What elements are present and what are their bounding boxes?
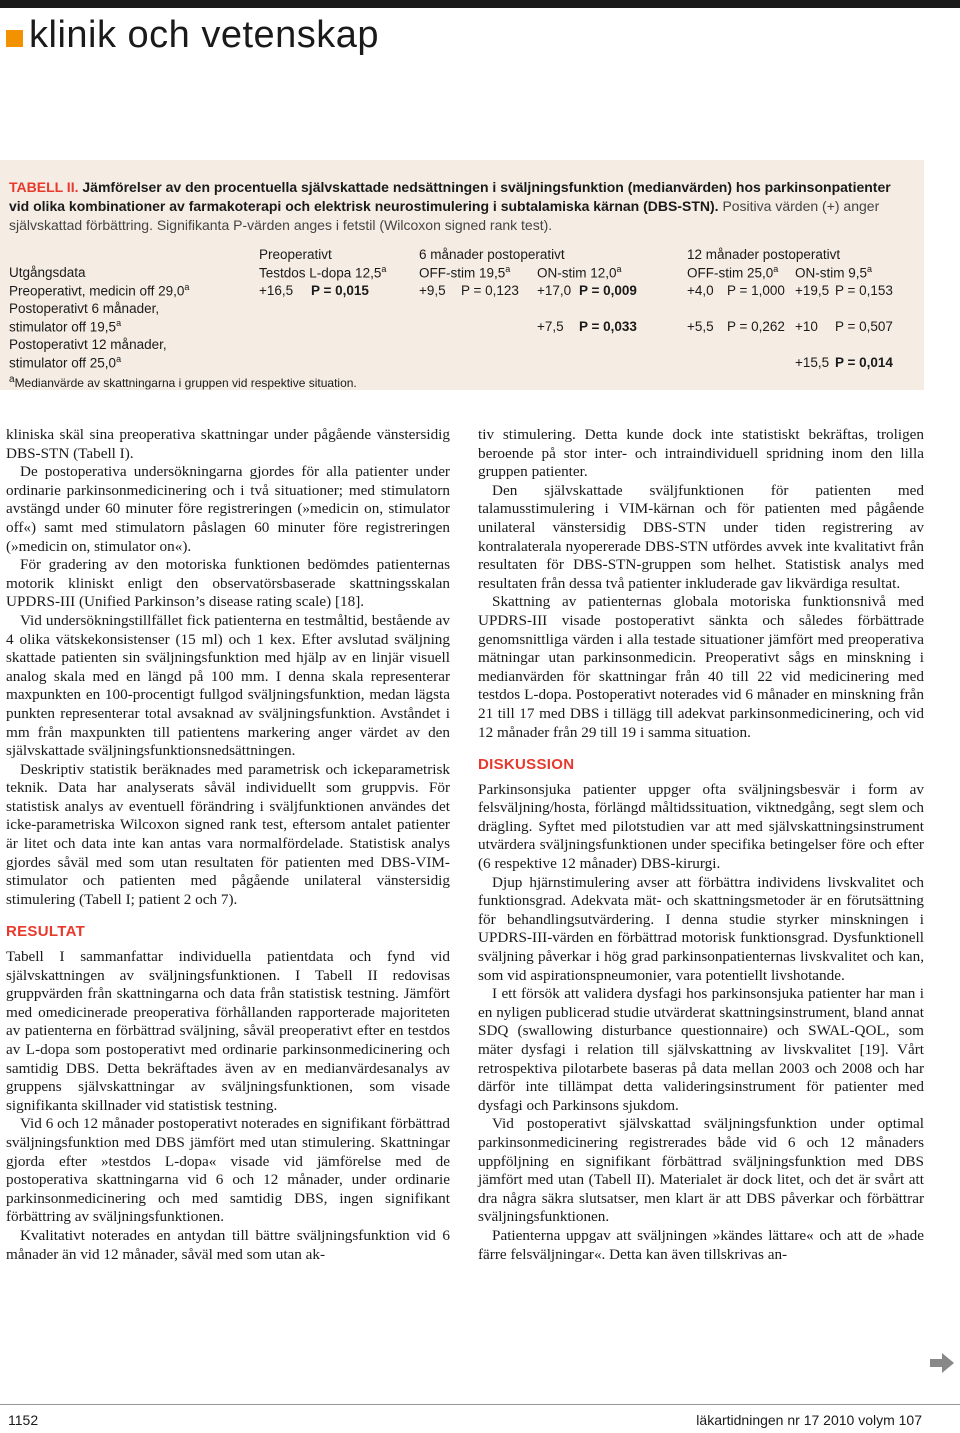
section-title: klinik och vetenskap [29, 13, 380, 56]
cell-p: P = 0,009 [579, 283, 637, 298]
cell-p: P = 0,014 [835, 355, 893, 370]
paragraph: I ett försök att validera dysfagi hos parkinsonsjuka patienter har man i en nyligen publicerad studie utvärderat skattningsinstrument, bland annat SDQ (swallowing disturbance questionnaire) och SWAL-QOL, som mäter dysfagi i relation till självskattning av livskvalitet [19]. Vårt retrospektiva pilotarbete baseras på data mellan 2003 och 2008 och har därför inte tillämpat detta valideringsinstrument för patienter med dysfagi och Parkinsons sjukdom. [478, 985, 924, 1114]
cell-value: +16,5 [259, 283, 294, 298]
left-column [6, 426, 450, 1264]
cell-p: P = 0,262 [727, 319, 785, 334]
heading-resultat: RESULTAT [6, 923, 86, 941]
caption-normal: Positiva värden (+) anger självskattad förbättring. Signifikanta P-värden anges i fetstil (Wilcoxon signed rank test). [9, 198, 880, 233]
cell-value: +17,0 [537, 283, 572, 298]
table-footnote: $^a$Medianvärde av skattningarna i gruppen vid respektive situation. [9, 374, 357, 390]
footer-rule [0, 1404, 960, 1405]
paragraph: Deskriptiv statistik beräknades med parametrisk och ickeparametrisk teknik. Data har analyserats såväl individuellt som gruppvis. För statistisk analys av eventuell förändring i sväljfunktionen användes det icke-parametriska Wilcoxon signed rank test, eftersom antalet patienter är litet och data inte kan antas vara normalfördelade. Statistisk analys gjordes såväl med som utan resultaten för patienten med DBS-VIM-stimulator och patienten med pågående unilateral vänstersidig stimulering (Tabell I; patient 2 och 7). [6, 760, 450, 908]
row-label: Postoperativt 12 månader, [9, 337, 167, 352]
paragraph: Vid 6 och 12 månader postoperativt noterades en signifikant förbättrad sväljningsfunktion med DBS jämfört med utan stimulering. Skattningar gjorda efter »testdos L-dopa« visade vid jämförelse med de postoperativa skattningarna vid 6 och 12 månader, under ordinarie parkinsonmedicinering och med samtidig DBS, ingen signifikant förbättring av sväljningsfunktionen. [6, 1115, 450, 1226]
paragraph: Skattning av patienternas globala motoriska funktionsnivå med UPDRS-III visade postoperativt sänkta och således förbättrade genomsnittliga värden i alla testade situationer jämfört med preoperativa mätningar utan parkinsonmedicin. Preoperativt sågs en minskning i medianvärden för skattningar från 40 till 22 vid medicinering med testdos L-dopa. Postoperativt noterades vid 6 månader en minskning från 21 till 17 med DBS i tillägg till adekvat parkinsonmedicinering, och vid 12 månader från 29 till 19 i samma situation. [478, 593, 924, 741]
row-label: Preoperativt, medicin off 29,0$^a$ [9, 281, 190, 298]
col-head-6m-off: OFF-stim 19,5$^a$ [419, 263, 511, 280]
cell-value: +19,5 [795, 283, 830, 298]
cell-value: +10 [795, 319, 818, 334]
table-row [9, 298, 915, 316]
row-label: stimulator off 19,5$^a$ [9, 317, 122, 334]
cell-p: P = 1,000 [727, 283, 785, 298]
cell-value: +9,5 [419, 283, 446, 298]
right-column [478, 426, 924, 1264]
cell-value: +15,5 [795, 355, 830, 370]
group-preop: Preoperativt [259, 247, 332, 262]
cell-value: +7,5 [537, 319, 564, 334]
cell-p: P = 0,507 [835, 319, 893, 334]
top-bar [0, 0, 960, 8]
paragraph: Kvalitativt noterades en antydan till bättre sväljningsfunktion vid 6 månader än vid 12 månader, såväl med som utan ak- [6, 1226, 450, 1263]
section-header [0, 12, 379, 58]
row-label: stimulator off 25,0$^a$ [9, 353, 122, 370]
cell-p: P = 0,153 [835, 283, 893, 298]
cell-p: P = 0,123 [461, 283, 519, 298]
heading-diskussion: DISKUSSION [478, 756, 575, 774]
column-header-row [9, 262, 915, 280]
page-number: 1152 [8, 1412, 39, 1428]
paragraph: De postoperativa undersökningarna gjordes för alla patienter under ordinarie parkinsonmedicinering och i två situationer; med stimulatorn avstängd under 60 minuter före registreringen (»medicin on, stimulator off«) samt med stimulatorn påslagen 60 minuter före registreringen (»medicin on, stimulator on«). [6, 463, 450, 555]
cell-p: P = 0,033 [579, 319, 637, 334]
paragraph: tiv stimulering. Detta kunde dock inte statistiskt bekräftas, troligen beroende på stor inter- och intraindividuell spridning inom den lilla gruppen patienter. [478, 426, 924, 481]
data-table [9, 244, 915, 370]
group-6m: 6 månader postoperativt [419, 247, 565, 262]
paragraph: Vid postoperativt självskattad sväljningsfunktion under optimal parkinsonmedicinering registrerades både vid 6 och 12 månaders uppföljning en signifikant förbättrad sväljningsfunktion med DBS jämfört med utan (Tabell II). Materialet är dock litet, och det är svårt att dra några säkra slutsatser, men klart är att DBS påverkar och förbättrar sväljningsfunktionen. [478, 1115, 924, 1226]
col-head-12m-off: OFF-stim 25,0$^a$ [687, 263, 779, 280]
table-row [9, 280, 915, 298]
paragraph: Tabell I sammanfattar individuella patientdata och fynd vid självskattningen av sväljningsfunktionen. I Tabell II redovisas gruppvärden från skattningarna och data från statistisk testning. Jämfört med omedicinerade preoperativa förhållanden rapporterade majoriteten av patienterna en förbättrad sväljning, såväl preoperativt efter en testdos av L-dopa som postoperativt med ordinarie parkinsonmedicinering och samtidig DBS. Detta bekräftades även av en medianvärdesanalys av gruppens självskattningar av sväljningsfunktionen, som visade signifikanta skillnader vid statistisk testning. [6, 948, 450, 1114]
table-row [9, 352, 915, 370]
row-label: Postoperativt 6 månader, [9, 301, 160, 316]
paragraph: Parkinsonsjuka patienter uppger ofta sväljningsbesvär i form av felsväljning/hosta, förlängd måltidssituation, viktnedgång, segt slem och drägling. Syftet med pilotstudien var att med självskattningsinstrument utvärdera sväljningsfunktionen under specifika betingelser före och efter (6 respektive 12 månader) DBS-kirurgi. [478, 780, 924, 873]
journal-name: läkartidningen nr 17 2010 volym 107 [696, 1412, 922, 1428]
paragraph: kliniska skäl sina preoperativa skattningar under pågående vänstersidig DBS-STN (Tabell I). [6, 426, 450, 462]
continue-arrow-icon [930, 1352, 954, 1374]
table-caption [9, 178, 914, 235]
col-head-12m-on: ON-stim 9,5$^a$ [795, 263, 873, 280]
group-12m: 12 månader postoperativt [687, 247, 841, 262]
cell-p: P = 0,015 [311, 283, 369, 298]
paragraph: Den självskattade sväljfunktionen för patienten med talamusstimulering i VIM-kärnan och för patienten med pågående unilateral vänstersidig DBS-STN under tiden registrering av kontralaterala nyopererade DBS-STN utfördes avvek inte kvalitativt från resultaten för DBS-STN-gruppen som helhet. Statistisk analys med resultaten från dessa två patienter inkluderade gav likvärdiga resultat. [478, 481, 924, 592]
paragraph: Patienterna uppgav att sväljningen »kändes lättare« och att de »hade färre felsväljningar«. Detta kan även tillskrivas an- [478, 1226, 924, 1263]
row-label-header: Utgångsdata [9, 265, 86, 280]
paragraph: Djup hjärnstimulering avser att förbättra individens livskvalitet och funktionsgrad. Adekvata mät- och skattningsmetoder är en förutsättning för behandlingsutvärdering. I denna studie styrker minskningen i UPDRS-III-värden en förbättrad motorisk funktionsgrad. Dysfunktionell sväljning påverkar i hög grad parkinsonpatienternas livskvalitet och kan, som vid aspirationspneumonier, vara potentiellt livshotande. [478, 873, 924, 984]
caption-bold: Jämförelser av den procentuella självskattade nedsättningen i sväljningsfunktion (medianvärden) hos parkinsonpatienter vid olika kombinationer av farmakoterapi och elektrisk neurostimulering i subtalamiska kärnan (DBS-STN). [9, 179, 891, 214]
table-row [9, 334, 915, 352]
col-head-6m-on: ON-stim 12,0$^a$ [537, 263, 622, 280]
paragraph: Vid undersökningstillfället fick patienterna en testmåltid, bestående av 4 olika vätskekonsistenser (15 ml) och 1 kex. Efter avslutad sväljning skattade patienten sin sväljningsfunktion med hjälp av en linjär visuell analog skala med en längd på 100 mm. I denna skala representerar maxpunkten en 100-procentigt fullgod sväljningsfunktion, medan lägsta punkten representerar total avsaknad av sväljningsfunktion. Avståndet i mm från maxpunkten till patientens markering anger värdet av den självskattade sväljningsfunktionsnedsättningen. [6, 611, 450, 760]
cell-value: +5,5 [687, 319, 714, 334]
group-header-row [9, 244, 915, 262]
orange-square-icon [6, 30, 23, 47]
paragraph: För gradering av den motoriska funktionen bedömdes patienternas motorik kliniskt enligt den observatörsbaserade skattningsskalan UPDRS-III (Unified Parkinson’s disease rating scale) [18]. [6, 556, 450, 611]
cell-value: +4,0 [687, 283, 714, 298]
col-head-ldopa: Testdos L-dopa 12,5$^a$ [259, 263, 387, 280]
table-label: TABELL II. [9, 179, 79, 195]
table-row [9, 316, 915, 334]
